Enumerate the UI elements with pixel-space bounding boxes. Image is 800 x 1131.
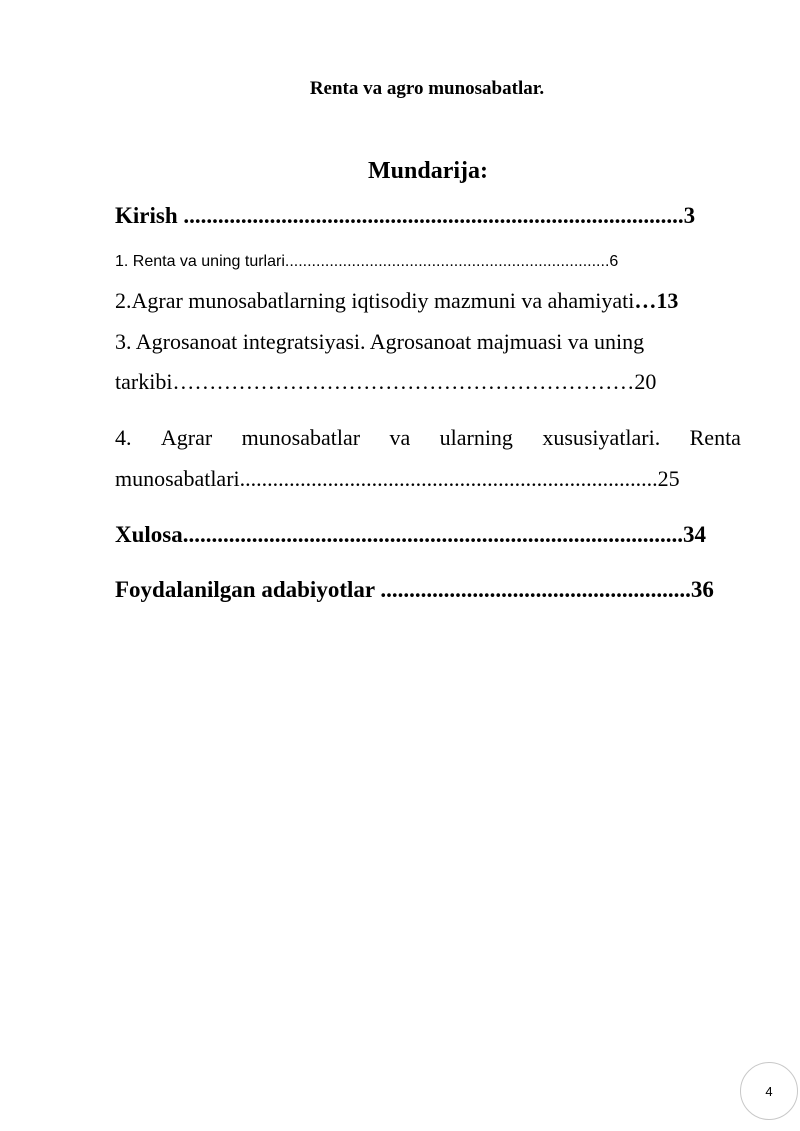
toc-entry-4-word: munosabatlar [241,425,361,450]
toc-entry-foydalanilgan: Foydalanilgan adabiyotlar ......................................................36 [115,577,714,602]
toc-entry-1: 1. Renta va uning turlari.........................................................................6 [115,253,619,270]
toc-entry-xulosa: Xulosa.......................................................................................34 [115,522,706,547]
page-number-badge [740,1062,798,1120]
toc-entry-2 [115,288,745,314]
toc-entry-3-line1: 3. Agrosanoat integratsiyasi. Agrosanoat majmuasi va uning [115,329,645,354]
toc-entry-4-line1 [115,425,741,451]
toc-entry-3-line2: tarkibi………………………………………………………20 [115,369,657,394]
toc-entry-4-word: Renta [689,425,741,450]
toc-entry-4-word: xususiyatlari. [542,425,661,450]
toc-entry-4-word: 4. [115,425,132,450]
toc-entry-4-word: ularning [439,425,513,450]
document-title: Renta va agro munosabatlar. [309,78,545,99]
toc-entry-4-word: Agrar [160,425,213,450]
toc-entry-kirish: Kirish .......................................................................................3 [115,203,696,228]
toc-entry-2-page: …13 [634,288,679,313]
page-number: 4 [765,1083,773,1099]
toc-entry-2-text: 2.Agrar munosabatlarning iqtisodiy mazmuni va ahamiyati [115,288,635,313]
toc-entry-4-word: va [389,425,411,450]
toc-heading: Mundarija: [368,158,488,184]
toc-entry-4-line2: munosabatlari............................................................................25 [115,466,680,491]
